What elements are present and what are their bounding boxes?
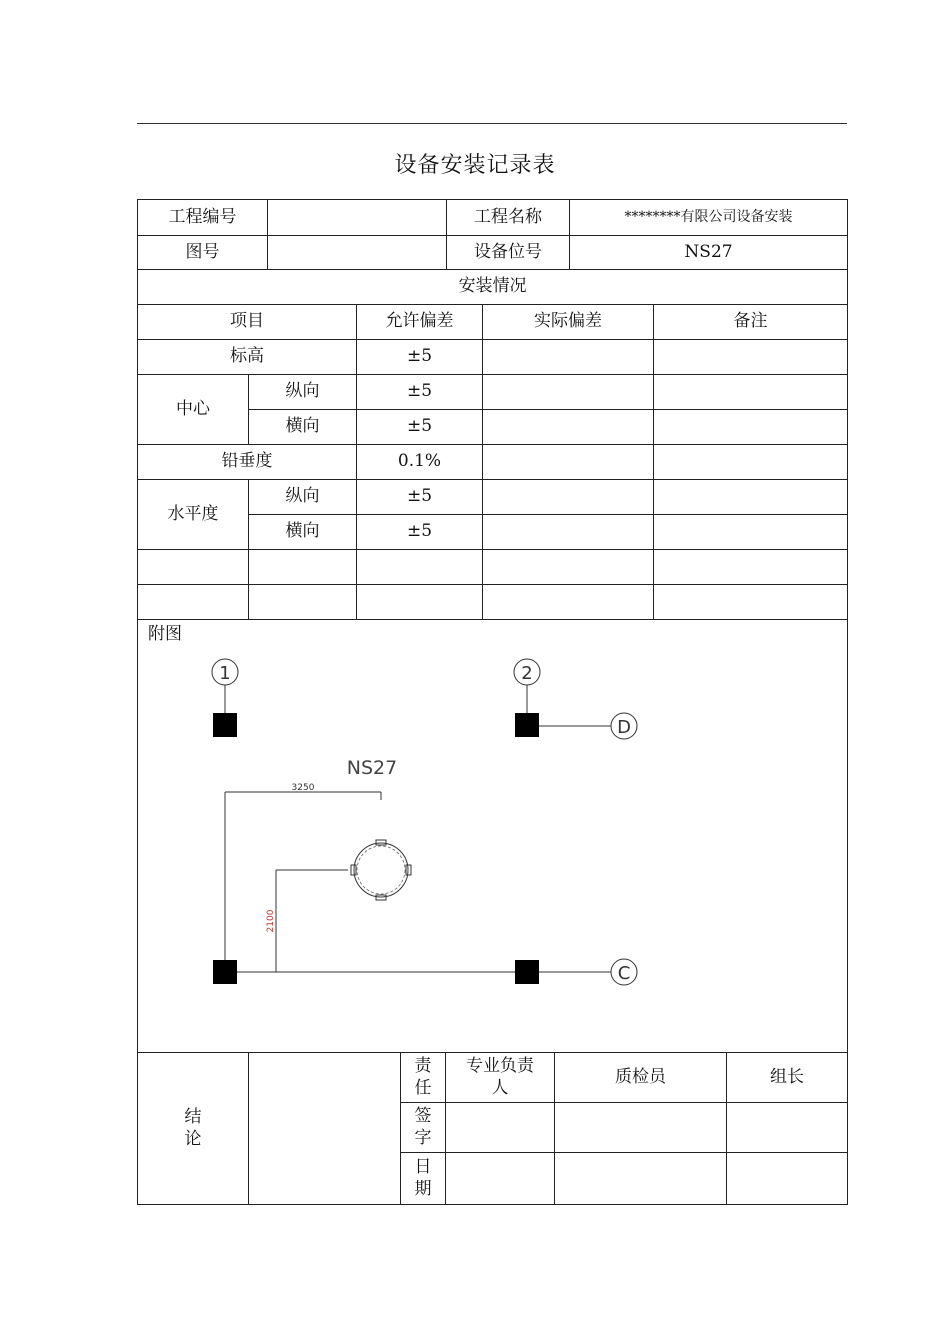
row-center-longitudinal-label: 纵向	[248, 374, 357, 410]
equipment-no-value: NS27	[569, 235, 848, 270]
col-header-item: 项目	[137, 304, 357, 340]
axis-bubble-d	[611, 713, 637, 739]
row-level-longitudinal-label: 纵向	[248, 479, 357, 515]
signature-label: 签 字	[400, 1102, 446, 1153]
project-no-label: 工程编号	[137, 199, 268, 236]
equipment-tag: NS27	[346, 757, 398, 779]
row-plumb-item: 铅垂度	[137, 444, 357, 480]
conclusion-label: 结 论	[137, 1052, 249, 1205]
equipment-outline	[351, 840, 411, 900]
dim-vertical-label: 2100	[266, 909, 276, 933]
row-level-transverse-tolerance: ±5	[356, 514, 483, 550]
column-marker-2c	[515, 960, 539, 984]
row-center-transverse-label: 横向	[248, 409, 357, 445]
row-center-longitudinal-tolerance: ±5	[356, 374, 483, 410]
row-center-transverse-tolerance: ±5	[356, 409, 483, 445]
date-label: 日 期	[400, 1152, 446, 1205]
attachment-label: 附图	[148, 624, 182, 644]
row-center-item: 中心	[137, 374, 249, 445]
role-qc: 质检员	[554, 1052, 727, 1103]
column-marker-1d	[213, 713, 237, 737]
axis-bubble-2	[514, 659, 540, 685]
drawing-no-label: 图号	[137, 235, 268, 270]
column-marker-1c	[213, 960, 237, 984]
project-name-value: ********有限公司设备安装	[569, 199, 848, 236]
row-elevation-tolerance: ±5	[356, 339, 483, 375]
equipment-no-label: 设备位号	[446, 235, 570, 270]
row-level-item: 水平度	[137, 479, 249, 550]
row-level-transverse-label: 横向	[248, 514, 357, 550]
row-level-longitudinal-tolerance: ±5	[356, 479, 483, 515]
dim-horizontal-label: 3250	[291, 783, 315, 793]
svg-text:C: C	[617, 963, 631, 984]
axis-bubble-1	[212, 659, 238, 685]
role-professional: 专业负责 人	[445, 1052, 555, 1103]
row-plumb-tolerance: 0.1%	[356, 444, 483, 480]
project-name-label: 工程名称	[446, 199, 570, 236]
role-leader: 组长	[726, 1052, 848, 1103]
install-section-title: 安装情况	[137, 269, 848, 305]
column-marker-2d	[515, 713, 539, 737]
col-header-tolerance: 允许偏差	[356, 304, 483, 340]
svg-text:2: 2	[521, 663, 533, 684]
col-header-remarks: 备注	[653, 304, 848, 340]
svg-text:D: D	[617, 717, 631, 738]
responsibility-label: 责 任	[400, 1052, 446, 1103]
row-elevation-item: 标高	[137, 339, 357, 375]
svg-text:1: 1	[219, 663, 231, 684]
page-title: 设备安装记录表	[394, 153, 556, 178]
axis-bubble-c	[611, 959, 637, 985]
col-header-actual: 实际偏差	[482, 304, 654, 340]
